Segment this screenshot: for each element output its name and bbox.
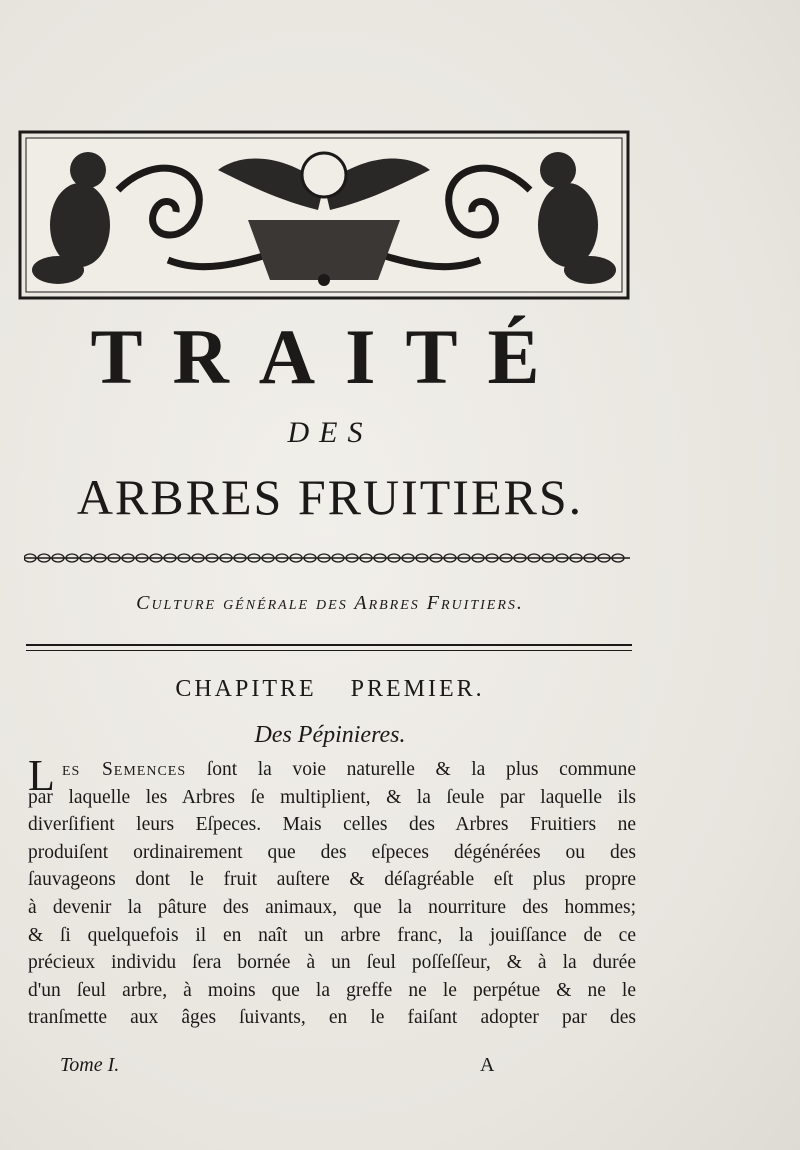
body-line: à devenir la pâture des animaux, que la nourriture des hommes; (28, 896, 636, 918)
body-line: par laquelle les Arbres ſe multiplient, & la ſeule par laquelle ils (28, 786, 636, 808)
title-des: DES (287, 416, 373, 449)
chapter-word: CHAPITRE (175, 676, 317, 702)
volume-number: Tome I. (60, 1054, 120, 1076)
chapter-subtitle: Des Pépinieres. (254, 722, 406, 748)
double-rule-thin (26, 650, 632, 651)
body-line: & ſi quelquefois il en naît un arbre franc, la jouiſſance de ce (28, 924, 636, 946)
chain-ornament-divider (24, 552, 630, 564)
ornamental-headpiece (18, 130, 630, 300)
body-paragraph (28, 751, 636, 1032)
body-line: tranſmette aux âges ſuivants, en le faiſant adopter par des (28, 1007, 636, 1029)
body-line: ſauvageons dont le fruit auſtere & déſagréable eſt plus propre (28, 869, 636, 891)
body-line: produiſent ordinairement que des eſpeces dégénérées ou des (28, 841, 636, 863)
drop-cap: L (28, 751, 55, 800)
double-rule (26, 644, 632, 646)
body-line: d'un ſeul arbre, à moins que la greffe ne le perpétue & ne le (28, 979, 636, 1001)
main-title: TRAITÉ (90, 313, 570, 400)
chapter-number-word: PREMIER. (350, 676, 485, 702)
signature-mark: A (480, 1054, 495, 1076)
section-title: Culture générale des Arbres Fruitiers. (136, 592, 524, 614)
opening-smallcaps: es Semences (62, 759, 187, 780)
first-line-rest: ſont la voie naturelle & la plus commune (206, 759, 636, 780)
body-line: diverſifient leurs Eſpeces. Mais celles des Arbres Fruitiers ne (28, 814, 636, 836)
chapter-heading (0, 676, 660, 703)
body-line: précieux individu ſera bornée à un ſeul poſſeſſeur, & à la durée (28, 952, 636, 974)
title-subtitle: ARBRES FRUITIERS. (76, 469, 584, 525)
